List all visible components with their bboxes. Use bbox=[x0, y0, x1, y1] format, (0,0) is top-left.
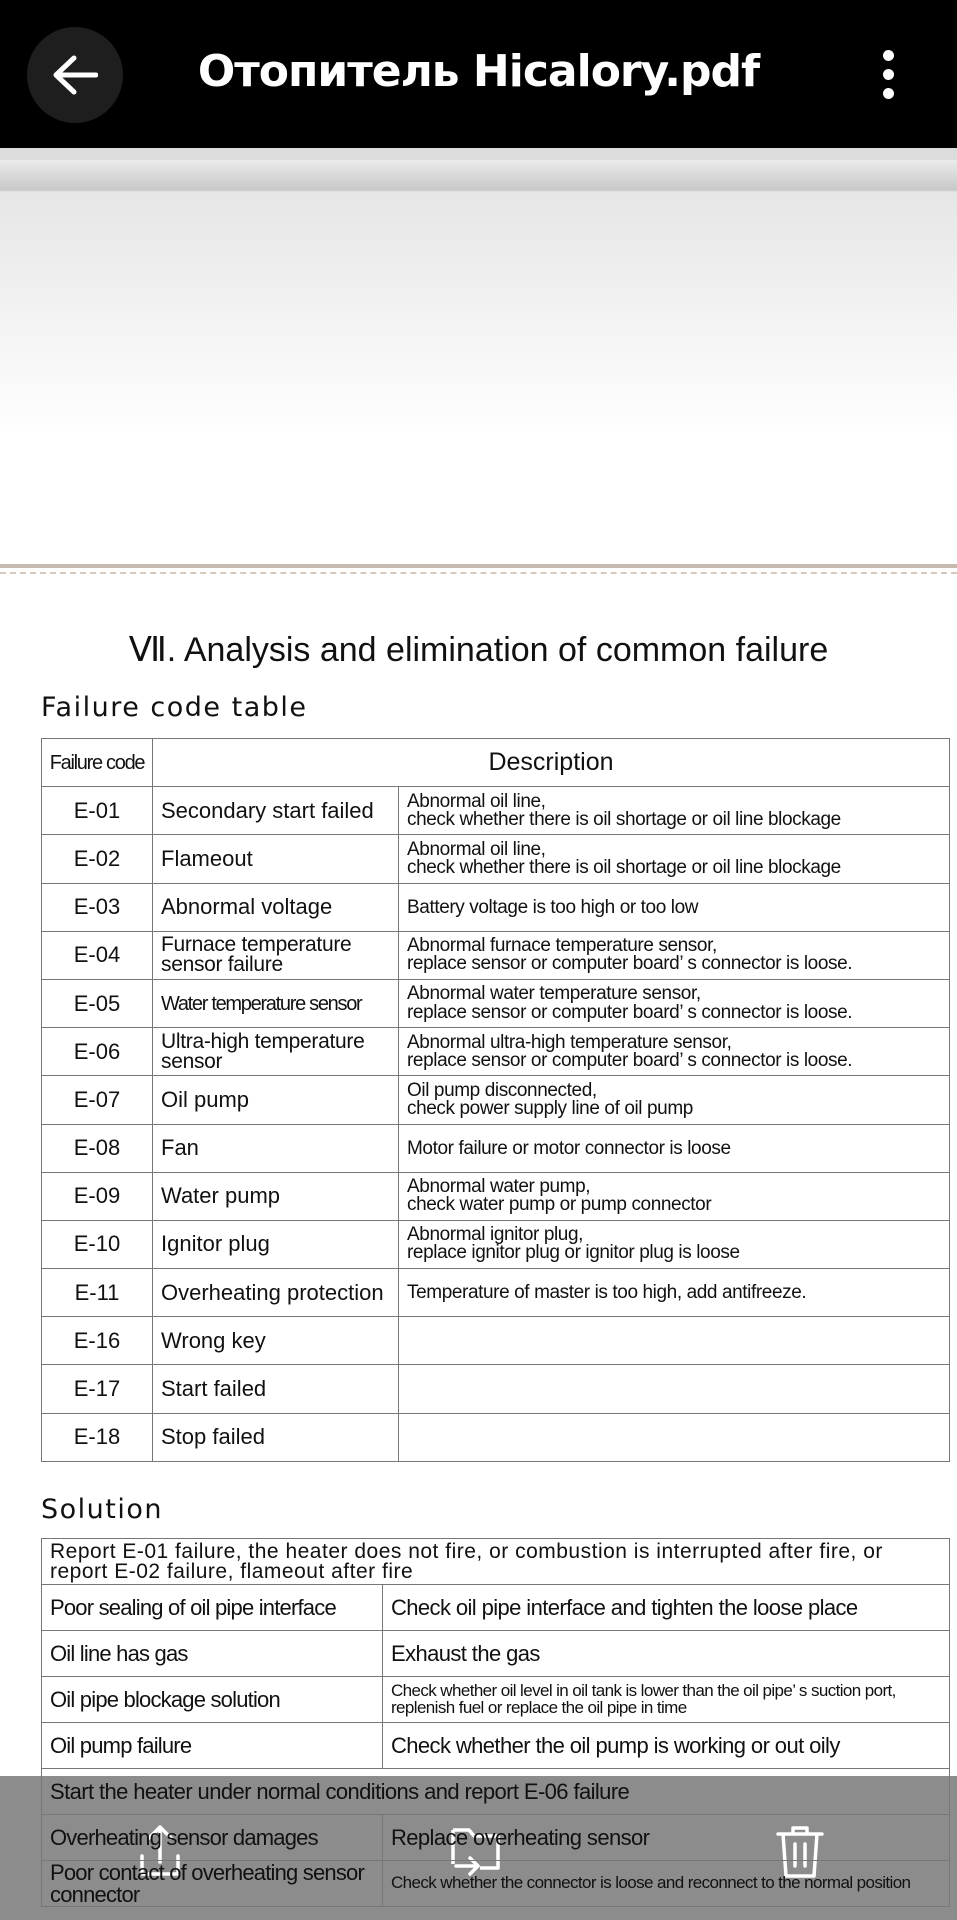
failure-name: Oil pump bbox=[153, 1076, 399, 1124]
failure-name: Stop failed bbox=[153, 1413, 399, 1461]
table-row bbox=[42, 1861, 950, 1907]
description-line: replace sensor or computer board’ s connector is loose. bbox=[407, 1001, 853, 1023]
failure-description bbox=[399, 1413, 950, 1461]
solution-section-text: Report E-01 failure, the heater does not fire, or combustion is interrupted after fire, or report E-02 failure, flameout after fire bbox=[42, 1539, 950, 1585]
table-row bbox=[42, 931, 950, 979]
failure-description bbox=[399, 787, 950, 835]
table-header-row bbox=[42, 739, 950, 787]
description-line: Abnormal ignitor plug, bbox=[407, 1224, 584, 1246]
failure-code: E-10 bbox=[42, 1220, 153, 1268]
cause-cell: Poor contact of overheating sensor connector bbox=[42, 1861, 383, 1907]
failure-description bbox=[399, 931, 950, 979]
table-row bbox=[42, 1585, 950, 1631]
table-row bbox=[42, 1677, 950, 1723]
solution-table bbox=[41, 1538, 950, 1907]
solution-title: Solution bbox=[41, 1494, 163, 1525]
table-row bbox=[42, 1220, 950, 1268]
page-dashed-border bbox=[0, 572, 957, 574]
failure-description bbox=[399, 1076, 950, 1124]
fix-cell: Check whether oil level in oil tank is lower than the oil pipe’ s suction port, replenish fuel or replace the oil pipe in time bbox=[383, 1677, 950, 1723]
failure-code: E-08 bbox=[42, 1124, 153, 1172]
failure-description bbox=[399, 1220, 950, 1268]
header-description: Description bbox=[153, 739, 950, 787]
table-row bbox=[42, 1631, 950, 1677]
description-line: Battery voltage is too high or too low bbox=[407, 896, 699, 918]
failure-code: E-01 bbox=[42, 787, 153, 835]
failure-name: Ultra-high temperature sensor bbox=[153, 1028, 399, 1076]
description-line: Abnormal water pump, bbox=[407, 1176, 591, 1198]
failure-description bbox=[399, 835, 950, 883]
failure-description bbox=[399, 1269, 950, 1317]
page-separator bbox=[0, 564, 957, 568]
failure-name: Overheating protection bbox=[153, 1269, 399, 1317]
failure-table-title: Failure code table bbox=[41, 692, 308, 723]
description-line: check whether there is oil shortage or oil line blockage bbox=[407, 856, 841, 878]
description-line: check whether there is oil shortage or oil line blockage bbox=[407, 808, 841, 830]
failure-code: E-18 bbox=[42, 1413, 153, 1461]
description-line: check power supply line of oil pump bbox=[407, 1097, 693, 1119]
description-line: replace sensor or computer board’ s connector is loose. bbox=[407, 1049, 853, 1071]
description-line: Abnormal oil line, bbox=[407, 838, 546, 860]
failure-name: Ignitor plug bbox=[153, 1220, 399, 1268]
failure-name: Furnace temperature sensor failure bbox=[153, 931, 399, 979]
failure-code: E-05 bbox=[42, 979, 153, 1027]
failure-code: E-07 bbox=[42, 1076, 153, 1124]
table-row bbox=[42, 1028, 950, 1076]
description-line: check water pump or pump connector bbox=[407, 1194, 712, 1216]
failure-name: Abnormal voltage bbox=[153, 883, 399, 931]
failure-code: E-04 bbox=[42, 931, 153, 979]
description-line: Temperature of master is too high, add antifreeze. bbox=[407, 1282, 807, 1304]
table-row bbox=[42, 1365, 950, 1413]
table-row bbox=[42, 1124, 950, 1172]
table-row bbox=[42, 1815, 950, 1861]
description-line: replace ignitor plug or ignitor plug is loose bbox=[407, 1242, 740, 1264]
table-row bbox=[42, 1413, 950, 1461]
more-options-button[interactable] bbox=[872, 50, 904, 100]
failure-name: Water temperature sensor bbox=[153, 979, 399, 1027]
table-row bbox=[42, 1172, 950, 1220]
failure-description bbox=[399, 1172, 950, 1220]
failure-description bbox=[399, 979, 950, 1027]
solution-section-row bbox=[42, 1769, 950, 1815]
failure-name: Secondary start failed bbox=[153, 787, 399, 835]
failure-code: E-06 bbox=[42, 1028, 153, 1076]
failure-name: Flameout bbox=[153, 835, 399, 883]
table-row bbox=[42, 883, 950, 931]
failure-code: E-02 bbox=[42, 835, 153, 883]
description-line: Motor failure or motor connector is loose bbox=[407, 1137, 731, 1159]
fix-cell: Check whether the connector is loose and reconnect to the normal position bbox=[383, 1861, 950, 1907]
failure-name: Fan bbox=[153, 1124, 399, 1172]
table-row bbox=[42, 1076, 950, 1124]
top-app-bar bbox=[0, 0, 957, 148]
header-failure-code: Failure code bbox=[42, 739, 153, 787]
description-line: replace sensor or computer board’ s connector is loose. bbox=[407, 953, 853, 975]
failure-name: Start failed bbox=[153, 1365, 399, 1413]
fix-cell: Check oil pipe interface and tighten the loose place bbox=[383, 1585, 950, 1631]
fix-cell: Check whether the oil pump is working or out oily bbox=[383, 1723, 950, 1769]
failure-description bbox=[399, 1365, 950, 1413]
cause-cell: Poor sealing of oil pipe interface bbox=[42, 1585, 383, 1631]
table-row bbox=[42, 1269, 950, 1317]
table-row bbox=[42, 1317, 950, 1365]
fix-cell: Exhaust the gas bbox=[383, 1631, 950, 1677]
failure-description bbox=[399, 1124, 950, 1172]
failure-description bbox=[399, 1317, 950, 1365]
failure-code: E-09 bbox=[42, 1172, 153, 1220]
description-line: Abnormal water temperature sensor, bbox=[407, 983, 701, 1005]
cause-cell: Oil pump failure bbox=[42, 1723, 383, 1769]
table-row bbox=[42, 979, 950, 1027]
failure-code-table bbox=[41, 738, 950, 1462]
failure-code: E-11 bbox=[42, 1269, 153, 1317]
solution-section-row bbox=[42, 1539, 950, 1585]
failure-description bbox=[399, 883, 950, 931]
failure-description bbox=[399, 1028, 950, 1076]
fix-cell: Replace overheating sensor bbox=[383, 1815, 950, 1861]
section-heading: Ⅶ. Analysis and elimination of common failure bbox=[128, 631, 829, 669]
table-row bbox=[42, 835, 950, 883]
failure-name: Wrong key bbox=[153, 1317, 399, 1365]
cause-cell: Oil line has gas bbox=[42, 1631, 383, 1677]
table-row bbox=[42, 787, 950, 835]
description-line: Oil pump disconnected, bbox=[407, 1079, 597, 1101]
description-line: Abnormal oil line, bbox=[407, 790, 546, 812]
previous-page-bottom bbox=[0, 148, 957, 566]
description-line: Abnormal ultra-high temperature sensor, bbox=[407, 1031, 732, 1053]
solution-section-text: Start the heater under normal conditions and report E-06 failure bbox=[42, 1769, 950, 1815]
failure-code: E-17 bbox=[42, 1365, 153, 1413]
failure-code: E-03 bbox=[42, 883, 153, 931]
table-row bbox=[42, 1723, 950, 1769]
failure-code: E-16 bbox=[42, 1317, 153, 1365]
failure-name: Water pump bbox=[153, 1172, 399, 1220]
cause-cell: Oil pipe blockage solution bbox=[42, 1677, 383, 1723]
description-line: Abnormal furnace temperature sensor, bbox=[407, 935, 717, 957]
cause-cell: Overheating sensor damages bbox=[42, 1815, 383, 1861]
document-title: Отопитель Hicalory.pdf bbox=[197, 46, 760, 97]
